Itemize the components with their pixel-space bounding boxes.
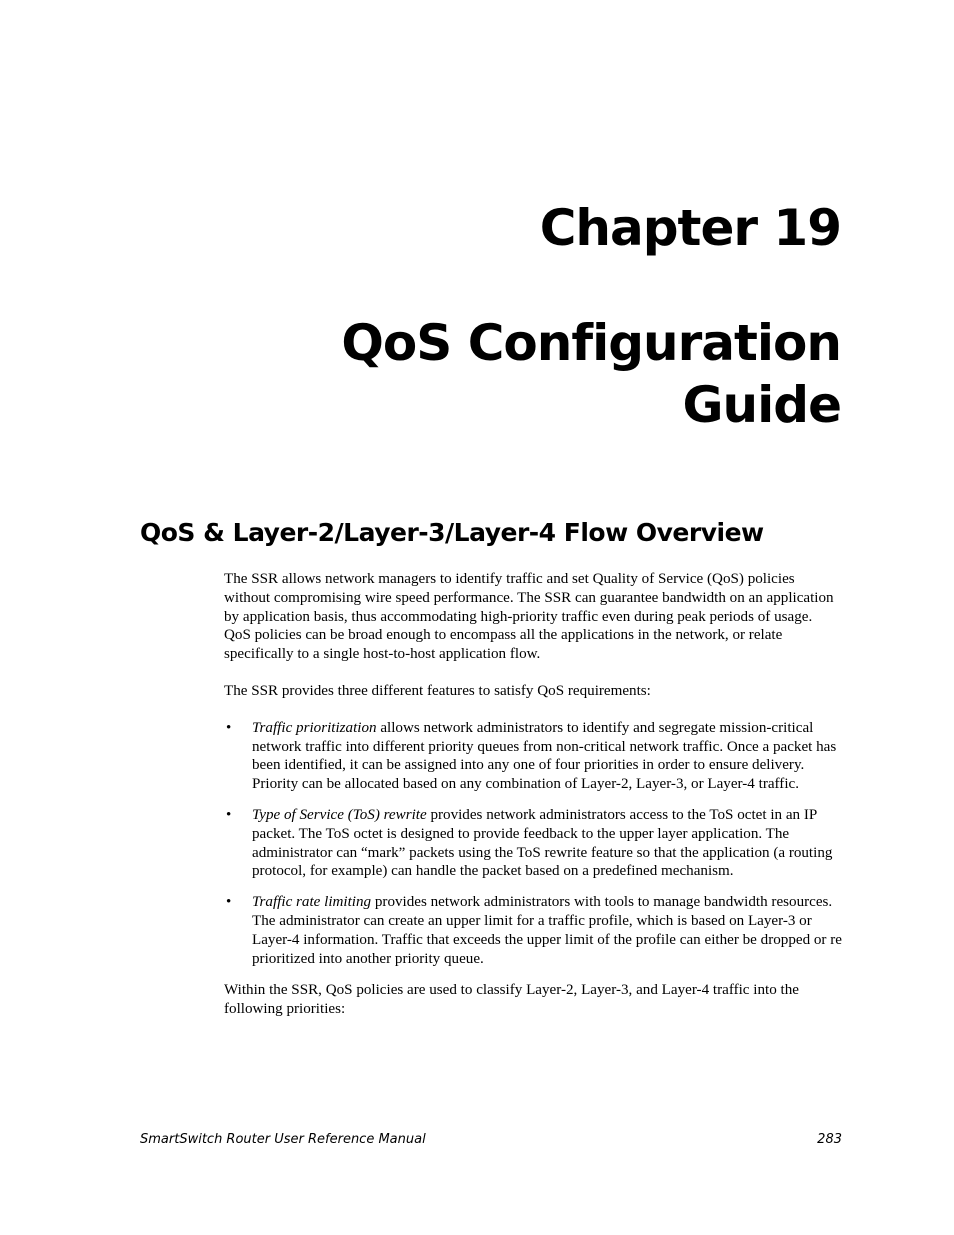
list-item [224,893,842,968]
feature-term: Traffic prioritization [252,719,377,736]
feature-description: provides network administrators access to the ToS octet in an IP packet. The ToS octet is designed to provide feedback to the upper layer application. The administrator can “mark” packets using the ToS rewrite feature so that the application (a routing protocol, for example) can handle the packet based on a predefined mechanism. [252,806,833,880]
body-text [224,570,842,1037]
paragraph-priorities: Within the SSR, QoS policies are used to classify Layer-2, Layer-3, and Layer-4 traffic into the following priorities: [224,982,799,1018]
chapter-title [141,312,841,436]
feature-description: provides network administrators with tools to manage bandwidth resources. The administrator can create an upper limit for a traffic profile, which is based on Layer-3 or Layer-4 information. Traffic that exceeds the upper limit of the profile can either be dropped or re prioritized into another priority queue. [252,894,842,967]
list-item [224,806,842,881]
chapter-title-line-2: Guide [682,376,841,434]
footer-page-number: 283 [817,1132,842,1147]
bullet-icon: • [226,719,232,736]
page-footer [140,1131,842,1149]
feature-term: Type of Service (ToS) rewrite [252,806,427,823]
paragraph-features-lead: The SSR provides three different features to satisfy QoS requirements: [224,682,651,699]
bullet-icon: • [226,894,232,911]
footer-manual-title: SmartSwitch Router User Reference Manual [140,1132,426,1147]
chapter-title-line-1: QoS Configuration [341,314,841,372]
list-item [224,719,842,794]
feature-term: Traffic rate limiting [252,894,372,911]
paragraph-intro: The SSR allows network managers to identify traffic and set Quality of Service (QoS) policies without compromising wire speed performance. The SSR can guarantee bandwidth on an application by application basis, thus accommodating high-priority traffic even during peak periods of usage. QoS policies can be broad enough to encompass all the applications in the network, or relate specifically to a single host-to-host application flow. [224,571,834,663]
section-heading: QoS & Layer-2/Layer-3/Layer-4 Flow Overview [140,518,764,547]
feature-list [224,719,842,969]
chapter-number: Chapter 19 [539,199,841,257]
feature-description: allows network administrators to identify and segregate mission-critical network traffic into different priority queues from non-critical network traffic. Once a packet has been identified, it can be assigned into any one of four priorities in order to ensure delivery. Priority can be allocated based on any combination of Layer-2, Layer-3, or Layer-4 traffic. [252,719,837,793]
bullet-icon: • [226,806,232,823]
